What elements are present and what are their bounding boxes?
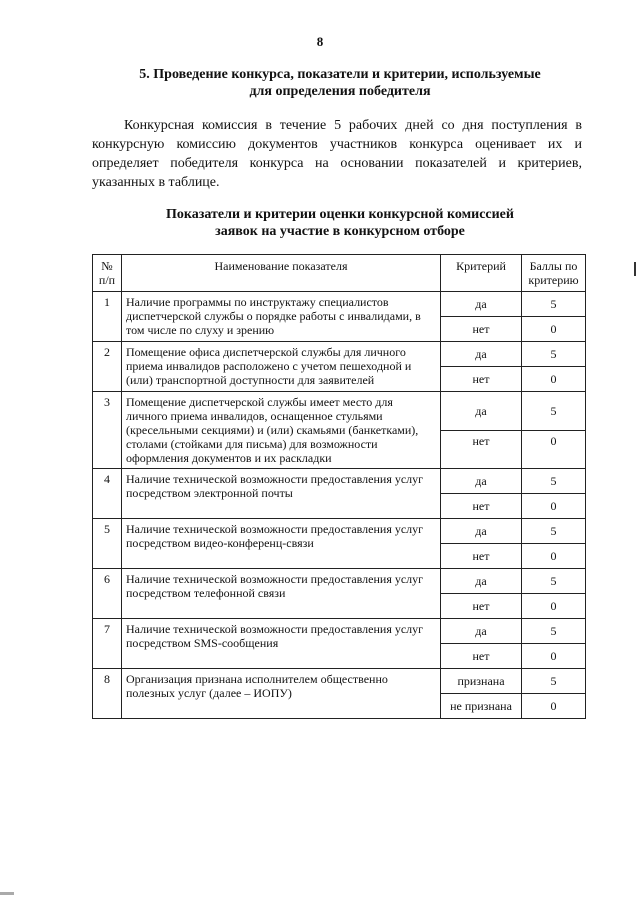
row-criterion: нет bbox=[441, 544, 522, 569]
row-score: 5 bbox=[522, 519, 586, 544]
row-name: Организация признана исполнителем общественно полезных услуг (далее – ИОПУ) bbox=[122, 669, 441, 719]
row-name: Наличие технической возможности предоставления услуг посредством видео-конференц-связи bbox=[122, 519, 441, 569]
header-criterion: Критерий bbox=[441, 255, 522, 292]
row-criterion: нет bbox=[441, 430, 522, 469]
row-criterion: нет bbox=[441, 367, 522, 392]
table-row bbox=[93, 669, 586, 694]
row-criterion: да bbox=[441, 569, 522, 594]
margin-mark bbox=[634, 262, 636, 276]
corner-mark bbox=[0, 892, 14, 895]
row-num: 5 bbox=[93, 519, 122, 569]
row-num: 8 bbox=[93, 669, 122, 719]
criteria-table bbox=[92, 254, 586, 719]
row-name: Помещение диспетчерской службы имеет место для личного приема инвалидов, оснащенное стульями (кресельными секциями) и (или) скамьями (банкетками), столами (стойками для письма) для возможности оформления документов и их раскладки bbox=[122, 392, 441, 469]
row-score: 5 bbox=[522, 469, 586, 494]
section-title-line-1: 5. Проведение конкурса, показатели и критерии, используемые bbox=[139, 67, 541, 82]
row-score: 0 bbox=[522, 317, 586, 342]
table-header-row bbox=[93, 255, 586, 292]
row-score: 5 bbox=[522, 569, 586, 594]
table-title-line-2: заявок на участие в конкурсном отборе bbox=[215, 224, 465, 239]
row-name: Помещение офиса диспетчерской службы для личного приема инвалидов расположено с учетом пешеходной и (или) транспортной доступности для заявителей bbox=[122, 342, 441, 392]
row-criterion: да bbox=[441, 342, 522, 367]
table-row bbox=[93, 469, 586, 494]
table-title bbox=[90, 206, 590, 240]
header-num: № п/п bbox=[93, 255, 122, 292]
row-num: 3 bbox=[93, 392, 122, 469]
row-criterion: да bbox=[441, 392, 522, 431]
table-title-line-1: Показатели и критерии оценки конкурсной комиссией bbox=[166, 207, 514, 222]
row-score: 5 bbox=[522, 669, 586, 694]
row-criterion: да bbox=[441, 292, 522, 317]
row-score: 0 bbox=[522, 544, 586, 569]
row-criterion: да bbox=[441, 469, 522, 494]
row-criterion: нет bbox=[441, 494, 522, 519]
header-score: Баллы по критерию bbox=[522, 255, 586, 292]
row-score: 0 bbox=[522, 594, 586, 619]
row-score: 5 bbox=[522, 292, 586, 317]
table-row bbox=[93, 519, 586, 544]
row-criterion: признана bbox=[441, 669, 522, 694]
row-score: 5 bbox=[522, 392, 586, 431]
section-title-line-2: для определения победителя bbox=[249, 84, 431, 99]
row-criterion: нет bbox=[441, 594, 522, 619]
row-criterion: не признана bbox=[441, 694, 522, 719]
row-score: 0 bbox=[522, 430, 586, 469]
row-score: 0 bbox=[522, 644, 586, 669]
table-row bbox=[93, 619, 586, 644]
table-row bbox=[93, 392, 586, 431]
row-criterion: нет bbox=[441, 317, 522, 342]
section-title bbox=[90, 66, 590, 100]
row-score: 5 bbox=[522, 619, 586, 644]
row-criterion: нет bbox=[441, 644, 522, 669]
row-num: 1 bbox=[93, 292, 122, 342]
row-score: 0 bbox=[522, 494, 586, 519]
row-criterion: да bbox=[441, 519, 522, 544]
row-num: 7 bbox=[93, 619, 122, 669]
table-row bbox=[93, 292, 586, 317]
row-num: 6 bbox=[93, 569, 122, 619]
intro-paragraph: Конкурсная комиссия в течение 5 рабочих дней со дня поступления в конкурсную комиссию документов участников конкурса оценивает их и определяет победителя конкурса на основании показателей и критериев, указанных в таблице. bbox=[92, 118, 582, 190]
row-score: 0 bbox=[522, 694, 586, 719]
header-name: Наименование показателя bbox=[122, 255, 441, 292]
row-name: Наличие программы по инструктажу специалистов диспетчерской службы о порядке работы с инвалидами, в том числе по слуху и зрению bbox=[122, 292, 441, 342]
row-name: Наличие технической возможности предоставления услуг посредством SMS-сообщения bbox=[122, 619, 441, 669]
table-row bbox=[93, 342, 586, 367]
row-name: Наличие технической возможности предоставления услуг посредством электронной почты bbox=[122, 469, 441, 519]
row-num: 4 bbox=[93, 469, 122, 519]
row-criterion: да bbox=[441, 619, 522, 644]
row-num: 2 bbox=[93, 342, 122, 392]
page-number: 8 bbox=[316, 34, 324, 49]
row-score: 0 bbox=[522, 367, 586, 392]
row-score: 5 bbox=[522, 342, 586, 367]
row-name: Наличие технической возможности предоставления услуг посредством телефонной связи bbox=[122, 569, 441, 619]
table-row bbox=[93, 569, 586, 594]
